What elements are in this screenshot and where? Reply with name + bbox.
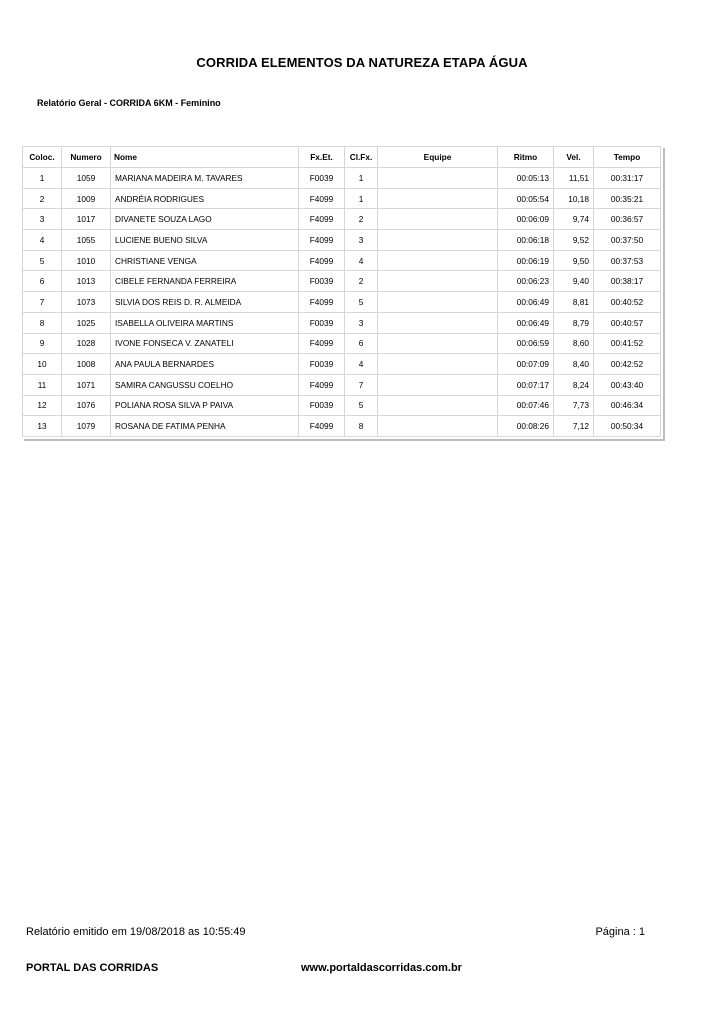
cell-numero: 1025 [61, 313, 110, 334]
cell-equipe [377, 271, 497, 292]
cell-ritmo: 00:07:46 [497, 396, 553, 417]
cell-vel: 8,40 [553, 354, 593, 375]
cell-coloc: 12 [22, 396, 61, 417]
cell-tempo: 00:37:50 [593, 230, 661, 251]
cell-clfx: 2 [344, 209, 377, 230]
table-row [22, 334, 661, 355]
table-row [22, 209, 661, 230]
table-row [22, 230, 661, 251]
cell-coloc: 1 [22, 168, 61, 189]
cell-numero: 1008 [61, 354, 110, 375]
cell-equipe [377, 416, 497, 437]
cell-nome: POLIANA ROSA SILVA P PAIVA [110, 396, 298, 417]
cell-vel: 7,12 [553, 416, 593, 437]
cell-fxet: F4099 [298, 251, 344, 272]
cell-tempo: 00:46:34 [593, 396, 661, 417]
cell-coloc: 11 [22, 375, 61, 396]
results-table [22, 146, 661, 437]
table-row [22, 189, 661, 210]
cell-vel: 11,51 [553, 168, 593, 189]
report-emitted-text: Relatório emitido em 19/08/2018 as 10:55:49 [26, 926, 246, 938]
cell-ritmo: 00:05:13 [497, 168, 553, 189]
cell-ritmo: 00:06:49 [497, 313, 553, 334]
cell-equipe [377, 168, 497, 189]
table-row [22, 168, 661, 189]
cell-nome: ANDRÉIA RODRIGUES [110, 189, 298, 210]
table-row [22, 375, 661, 396]
cell-tempo: 00:31:17 [593, 168, 661, 189]
cell-clfx: 8 [344, 416, 377, 437]
cell-clfx: 4 [344, 354, 377, 375]
cell-numero: 1071 [61, 375, 110, 396]
cell-ritmo: 00:06:59 [497, 334, 553, 355]
cell-nome: ROSANA DE FATIMA PENHA [110, 416, 298, 437]
table-row [22, 313, 661, 334]
cell-clfx: 5 [344, 292, 377, 313]
col-header-tempo: Tempo [593, 146, 661, 168]
cell-fxet: F4099 [298, 375, 344, 396]
cell-nome: SAMIRA CANGUSSU COELHO [110, 375, 298, 396]
cell-tempo: 00:40:57 [593, 313, 661, 334]
cell-fxet: F0039 [298, 313, 344, 334]
cell-vel: 10,18 [553, 189, 593, 210]
cell-nome: DIVANETE SOUZA LAGO [110, 209, 298, 230]
cell-ritmo: 00:08:26 [497, 416, 553, 437]
cell-coloc: 2 [22, 189, 61, 210]
cell-coloc: 8 [22, 313, 61, 334]
cell-fxet: F4099 [298, 189, 344, 210]
cell-ritmo: 00:06:18 [497, 230, 553, 251]
table-row [22, 292, 661, 313]
cell-ritmo: 00:05:54 [497, 189, 553, 210]
col-header-vel: Vel. [553, 146, 593, 168]
cell-clfx: 2 [344, 271, 377, 292]
table-row [22, 354, 661, 375]
cell-vel: 7,73 [553, 396, 593, 417]
cell-fxet: F4099 [298, 230, 344, 251]
cell-coloc: 6 [22, 271, 61, 292]
cell-ritmo: 00:06:23 [497, 271, 553, 292]
cell-coloc: 4 [22, 230, 61, 251]
cell-numero: 1079 [61, 416, 110, 437]
cell-vel: 8,60 [553, 334, 593, 355]
col-header-clfx: Cl.Fx. [344, 146, 377, 168]
cell-ritmo: 00:06:19 [497, 251, 553, 272]
cell-vel: 8,79 [553, 313, 593, 334]
cell-coloc: 7 [22, 292, 61, 313]
cell-tempo: 00:42:52 [593, 354, 661, 375]
cell-nome: LUCIENE BUENO SILVA [110, 230, 298, 251]
cell-numero: 1017 [61, 209, 110, 230]
cell-fxet: F0039 [298, 271, 344, 292]
col-header-numero: Numero [61, 146, 110, 168]
cell-tempo: 00:50:34 [593, 416, 661, 437]
col-header-coloc: Coloc. [22, 146, 61, 168]
cell-fxet: F4099 [298, 416, 344, 437]
results-table-container [22, 146, 661, 437]
cell-equipe [377, 396, 497, 417]
col-header-fxet: Fx.Et. [298, 146, 344, 168]
cell-equipe [377, 230, 497, 251]
cell-vel: 8,81 [553, 292, 593, 313]
cell-clfx: 6 [344, 334, 377, 355]
cell-tempo: 00:38:17 [593, 271, 661, 292]
col-header-nome: Nome [110, 146, 298, 168]
cell-tempo: 00:40:52 [593, 292, 661, 313]
cell-numero: 1028 [61, 334, 110, 355]
cell-vel: 9,40 [553, 271, 593, 292]
cell-vel: 9,74 [553, 209, 593, 230]
cell-ritmo: 00:06:49 [497, 292, 553, 313]
cell-fxet: F0039 [298, 354, 344, 375]
cell-clfx: 5 [344, 396, 377, 417]
table-row [22, 396, 661, 417]
cell-equipe [377, 375, 497, 396]
page-number: Página : 1 [595, 926, 645, 938]
brand-name: PORTAL DAS CORRIDAS [26, 962, 159, 974]
cell-clfx: 1 [344, 168, 377, 189]
cell-clfx: 3 [344, 230, 377, 251]
cell-clfx: 7 [344, 375, 377, 396]
cell-ritmo: 00:07:17 [497, 375, 553, 396]
cell-vel: 9,50 [553, 251, 593, 272]
cell-fxet: F0039 [298, 396, 344, 417]
cell-coloc: 9 [22, 334, 61, 355]
cell-clfx: 3 [344, 313, 377, 334]
cell-equipe [377, 354, 497, 375]
cell-numero: 1059 [61, 168, 110, 189]
cell-nome: ANA PAULA BERNARDES [110, 354, 298, 375]
cell-numero: 1009 [61, 189, 110, 210]
table-row [22, 271, 661, 292]
cell-ritmo: 00:07:09 [497, 354, 553, 375]
report-subtitle: Relatório Geral - CORRIDA 6KM - Feminino [37, 98, 221, 108]
cell-fxet: F4099 [298, 292, 344, 313]
cell-clfx: 4 [344, 251, 377, 272]
cell-equipe [377, 251, 497, 272]
table-header-row [22, 146, 661, 168]
col-header-equipe: Equipe [377, 146, 497, 168]
cell-equipe [377, 313, 497, 334]
cell-fxet: F4099 [298, 209, 344, 230]
cell-numero: 1055 [61, 230, 110, 251]
cell-nome: CHRISTIANE VENGA [110, 251, 298, 272]
cell-tempo: 00:36:57 [593, 209, 661, 230]
cell-equipe [377, 189, 497, 210]
cell-tempo: 00:37:53 [593, 251, 661, 272]
cell-numero: 1073 [61, 292, 110, 313]
cell-nome: MARIANA MADEIRA M. TAVARES [110, 168, 298, 189]
cell-nome: IVONE FONSECA V. ZANATELI [110, 334, 298, 355]
table-row [22, 416, 661, 437]
cell-tempo: 00:41:52 [593, 334, 661, 355]
website-url: www.portaldascorridas.com.br [301, 962, 462, 974]
cell-coloc: 13 [22, 416, 61, 437]
cell-tempo: 00:35:21 [593, 189, 661, 210]
cell-numero: 1076 [61, 396, 110, 417]
cell-coloc: 5 [22, 251, 61, 272]
cell-coloc: 10 [22, 354, 61, 375]
cell-equipe [377, 334, 497, 355]
col-header-ritmo: Ritmo [497, 146, 553, 168]
cell-nome: CIBELE FERNANDA FERREIRA [110, 271, 298, 292]
table-row [22, 251, 661, 272]
cell-fxet: F4099 [298, 334, 344, 355]
report-title: CORRIDA ELEMENTOS DA NATUREZA ETAPA ÁGUA [196, 55, 528, 70]
cell-nome: SILVIA DOS REIS D. R. ALMEIDA [110, 292, 298, 313]
cell-tempo: 00:43:40 [593, 375, 661, 396]
cell-nome: ISABELLA OLIVEIRA MARTINS [110, 313, 298, 334]
cell-fxet: F0039 [298, 168, 344, 189]
cell-coloc: 3 [22, 209, 61, 230]
cell-ritmo: 00:06:09 [497, 209, 553, 230]
cell-vel: 9,52 [553, 230, 593, 251]
cell-numero: 1010 [61, 251, 110, 272]
cell-numero: 1013 [61, 271, 110, 292]
cell-vel: 8,24 [553, 375, 593, 396]
cell-clfx: 1 [344, 189, 377, 210]
cell-equipe [377, 209, 497, 230]
cell-equipe [377, 292, 497, 313]
